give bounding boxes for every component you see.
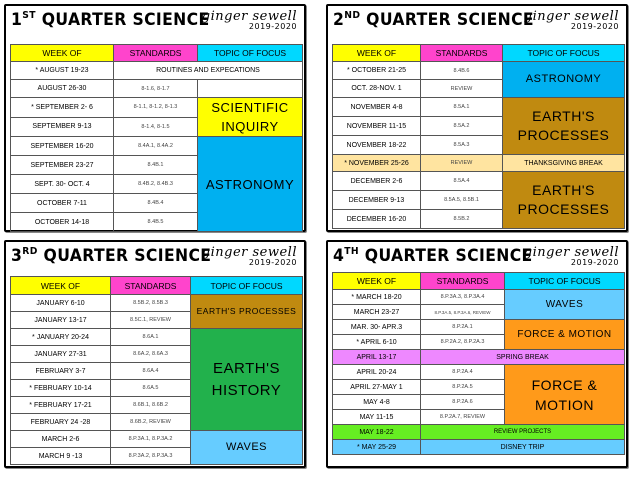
table-row	[333, 62, 625, 80]
week-cell: SEPTEMBER 23-27	[11, 156, 114, 175]
header-row	[11, 277, 303, 295]
header-row	[333, 45, 625, 62]
week-cell: JANUARY 6-10	[11, 295, 111, 312]
author-name: ginger sewell	[523, 245, 619, 260]
standards-header: STANDARDS	[114, 45, 198, 62]
title-text: QUARTER SCIENCE	[37, 246, 212, 266]
standards-cell: REVIEW	[421, 80, 503, 98]
standards-cell: 8.6A.2, 8.6A.3	[111, 346, 191, 363]
topic-cell: EARTH'S PROCESSES	[191, 295, 303, 329]
standards-cell: 8.P.2A.7, REVIEW	[421, 410, 505, 425]
week-header: WEEK OF	[11, 45, 114, 62]
week-cell: NOVEMBER 4-8	[333, 98, 421, 117]
topic-cell: FORCE & MOTION	[505, 365, 625, 425]
table-row	[11, 295, 303, 312]
topic-cell: FORCE & MOTION	[505, 320, 625, 350]
week-cell: NOVEMBER 11-15	[333, 117, 421, 136]
author-block	[202, 245, 297, 267]
standards-cell: 8.P.2A.5	[421, 380, 505, 395]
standards-cell: 8.5A.5, 8.5B.1	[421, 191, 503, 210]
week-cell: * JANUARY 20-24	[11, 329, 111, 346]
week-cell: * AUGUST 19-23	[11, 62, 114, 80]
week-cell: FEBRUARY 24 -28	[11, 414, 111, 431]
school-year: 2019-2020	[248, 258, 297, 267]
author-block	[524, 245, 619, 267]
week-cell: * MARCH 18-20	[333, 290, 421, 305]
table-row	[11, 329, 303, 346]
standards-cell: 8.5B.2, 8.5B.3	[111, 295, 191, 312]
week-cell: * APRIL 6-10	[333, 335, 421, 350]
ordinal-suffix: ND	[344, 10, 361, 21]
table-row	[11, 62, 303, 80]
standards-cell: 8.6A.4	[111, 363, 191, 380]
week-header: WEEK OF	[11, 277, 111, 295]
topic-cell: WAVES	[191, 431, 303, 465]
header-row	[333, 273, 625, 290]
ordinal-suffix: ST	[22, 10, 36, 21]
standards-cell: ROUTINES AND EXPECATIONS	[114, 62, 303, 80]
standards-cell: 8.5A.4	[421, 172, 503, 191]
standards-cell: SPRING BREAK	[421, 350, 625, 365]
standards-cell: 8.P.2A.4	[421, 365, 505, 380]
week-cell: MAY 18-22	[333, 425, 421, 440]
table-row	[11, 137, 303, 156]
standards-header: STANDARDS	[421, 45, 503, 62]
week-cell: MARCH 2-6	[11, 431, 111, 448]
quarter-4-card	[326, 240, 628, 468]
topic-cell: WAVES	[505, 290, 625, 320]
title-text: QUARTER SCIENCE	[360, 10, 534, 30]
standards-cell: REVIEW	[421, 155, 503, 172]
card-header	[328, 6, 626, 42]
table-row	[333, 155, 625, 172]
table-row	[11, 80, 303, 98]
table-row	[333, 440, 625, 455]
standards-cell: 8.P.2A.2, 8.P.2A.3	[421, 335, 505, 350]
week-cell: JANUARY 13-17	[11, 312, 111, 329]
table-row	[11, 431, 303, 448]
standards-cell: 8.5A.3	[421, 136, 503, 155]
table-row	[11, 98, 303, 118]
week-cell: OCTOBER 7-11	[11, 194, 114, 213]
standards-cell: 8-1.4, 8-1.5	[114, 117, 198, 137]
week-cell: DECEMBER 2-6	[333, 172, 421, 191]
week-cell: MAY 11-15	[333, 410, 421, 425]
week-cell: * FEBRUARY 10-14	[11, 380, 111, 397]
standards-cell: 8.P.3A.5, 8.P.3A.6, REVIEW	[421, 305, 505, 320]
week-cell: * NOVEMBER 25-26	[333, 155, 421, 172]
ordinal: 2	[333, 10, 345, 30]
author-name: ginger sewell	[201, 245, 297, 260]
ordinal-suffix: RD	[22, 246, 38, 257]
week-cell: SEPTEMBER 9-13	[11, 117, 114, 137]
topic-header: TOPIC OF FOCUS	[503, 45, 625, 62]
author-name: ginger sewell	[201, 9, 297, 24]
week-cell: * FEBRUARY 17-21	[11, 397, 111, 414]
ordinal: 4	[333, 246, 345, 266]
standards-cell: 8.4B.5	[114, 213, 198, 232]
standards-cell: DISNEY TRIP	[421, 440, 625, 455]
week-cell: MAR. 30- APR.3	[333, 320, 421, 335]
week-cell: FEBRUARY 3-7	[11, 363, 111, 380]
week-cell: AUGUST 26-30	[11, 80, 114, 98]
quarter-1-card	[4, 4, 306, 232]
title-text: QUARTER SCIENCE	[358, 246, 533, 266]
standards-cell: 8.4B.2, 8.4B.3	[114, 175, 198, 194]
topic-cell: EARTH'S PROCESSES	[503, 172, 625, 229]
table-row	[333, 320, 625, 335]
topic-cell: SCIENTIFIC INQUIRY	[198, 98, 303, 137]
ordinal-suffix: TH	[344, 246, 359, 257]
week-cell: SEPT. 30- OCT. 4	[11, 175, 114, 194]
week-header: WEEK OF	[333, 45, 421, 62]
topic-cell: EARTH'S HISTORY	[191, 329, 303, 431]
week-cell: APRIL 27-MAY 1	[333, 380, 421, 395]
standards-header: STANDARDS	[421, 273, 505, 290]
topic-header: TOPIC OF FOCUS	[191, 277, 303, 295]
standards-cell: 8.6A.5	[111, 380, 191, 397]
standards-cell: 8.6B.2, REVIEW	[111, 414, 191, 431]
standards-cell: 8.P.3A.2, 8.P.3A.3	[111, 448, 191, 465]
standards-cell: 8.P.3A.3, 8.P.3A.4	[421, 290, 505, 305]
standards-cell: 8.6A.1	[111, 329, 191, 346]
topic-blank	[198, 80, 303, 98]
quarter-title	[11, 246, 211, 266]
standards-cell: 8-1.6, 8-1.7	[114, 80, 198, 98]
week-cell: MARCH 23-27	[333, 305, 421, 320]
schedule-table	[10, 44, 303, 232]
standards-cell: 8-1.1, 8-1.2, 8-1.3	[114, 98, 198, 118]
week-cell: * OCTOBER 21-25	[333, 62, 421, 80]
table-row	[333, 172, 625, 191]
standards-cell: REVIEW PROJECTS	[421, 425, 625, 440]
standards-cell: 8.4B.1	[114, 156, 198, 175]
standards-cell: 8.P.3A.1, 8.P.3A.2	[111, 431, 191, 448]
topic-cell: ASTRONOMY	[198, 137, 303, 232]
standards-header: STANDARDS	[111, 277, 191, 295]
topic-header: TOPIC OF FOCUS	[505, 273, 625, 290]
standards-cell: 8.P.2A.1	[421, 320, 505, 335]
author-block	[202, 9, 297, 31]
standards-cell: 8.5A.1	[421, 98, 503, 117]
standards-cell: 8.5A.2	[421, 117, 503, 136]
week-cell: OCTOBER 14-18	[11, 213, 114, 232]
card-header	[6, 6, 304, 42]
topic-cell: THANKSGIVING BREAK	[503, 155, 625, 172]
table-row	[333, 98, 625, 117]
schedule-table	[332, 272, 625, 455]
topic-cell: EARTH'S PROCESSES	[503, 98, 625, 155]
week-cell: NOVEMBER 18-22	[333, 136, 421, 155]
week-cell: APRIL 13-17	[333, 350, 421, 365]
table-row	[333, 365, 625, 380]
week-cell: * MAY 25-29	[333, 440, 421, 455]
standards-cell: 8.6B.1, 8.6B.2	[111, 397, 191, 414]
week-cell: SEPTEMBER 16-20	[11, 137, 114, 156]
standards-cell: 8.5C.1, REVIEW	[111, 312, 191, 329]
table-row	[333, 290, 625, 305]
week-cell: DECEMBER 9-13	[333, 191, 421, 210]
author-block	[524, 9, 619, 31]
ordinal: 1	[11, 10, 23, 30]
table-row	[333, 350, 625, 365]
week-cell: MAY 4-8	[333, 395, 421, 410]
standards-cell: 8.4B.6	[421, 62, 503, 80]
school-year: 2019-2020	[248, 22, 297, 31]
week-header: WEEK OF	[333, 273, 421, 290]
quarter-title	[11, 10, 210, 30]
week-cell: DECEMBER 16-20	[333, 210, 421, 229]
topic-header: TOPIC OF FOCUS	[198, 45, 303, 62]
standards-cell: 8.P.2A.6	[421, 395, 505, 410]
schedule-table	[332, 44, 625, 229]
quarter-3-card	[4, 240, 306, 468]
table-row	[333, 425, 625, 440]
week-cell: APRIL 20-24	[333, 365, 421, 380]
quarter-2-card	[326, 4, 628, 232]
schedule-table	[10, 276, 303, 465]
week-cell: MARCH 9 -13	[11, 448, 111, 465]
author-name: ginger sewell	[523, 9, 619, 24]
ordinal: 3	[11, 246, 23, 266]
quarter-title	[333, 246, 533, 266]
title-text: QUARTER SCIENCE	[35, 10, 210, 30]
header-row	[11, 45, 303, 62]
card-header	[6, 242, 304, 278]
week-cell: JANUARY 27-31	[11, 346, 111, 363]
school-year: 2019-2020	[570, 22, 619, 31]
standards-cell: 8.4B.4	[114, 194, 198, 213]
week-cell: OCT. 28-NOV. 1	[333, 80, 421, 98]
week-cell: * SEPTEMBER 2- 6	[11, 98, 114, 118]
school-year: 2019-2020	[570, 258, 619, 267]
topic-cell: ASTRONOMY	[503, 62, 625, 98]
standards-cell: 8.5B.2	[421, 210, 503, 229]
standards-cell: 8.4A.1, 8.4A.2	[114, 137, 198, 156]
quarter-title	[333, 10, 534, 30]
